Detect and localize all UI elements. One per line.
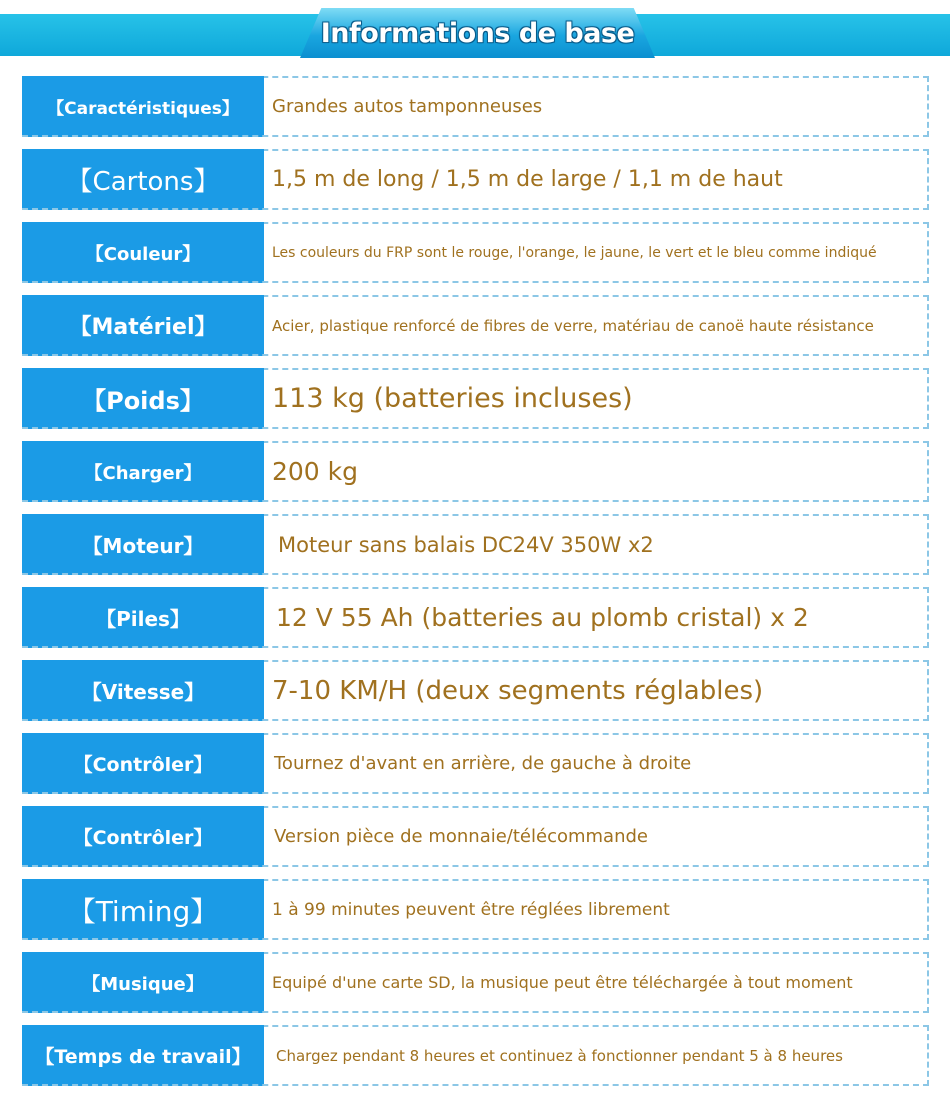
spec-row-music (22, 946, 929, 1019)
row-value: Version pièce de monnaie/télécommande (274, 826, 648, 847)
spec-row-motor (22, 508, 929, 581)
spec-row-color (22, 216, 929, 289)
row-value: 200 kg (272, 457, 359, 486)
row-value: Chargez pendant 8 heures et continuez à fonctionner pendant 5 à 8 heures (276, 1046, 843, 1065)
spec-row-speed (22, 654, 929, 727)
row-label: 【Poids】 (22, 368, 264, 429)
row-label: 【Timing】 (22, 879, 264, 940)
row-label: 【Contrôler】 (22, 806, 264, 867)
row-label: 【Temps de travail】 (22, 1025, 264, 1086)
spec-row-load (22, 435, 929, 508)
row-label: 【Contrôler】 (22, 733, 264, 794)
row-label: 【Couleur】 (22, 222, 264, 283)
row-label: 【Moteur】 (22, 514, 264, 575)
row-value: 1 à 99 minutes peuvent être réglées librement (272, 899, 670, 920)
spec-row-cartons (22, 143, 929, 216)
spec-row-control-direction (22, 727, 929, 800)
spec-row-weight (22, 362, 929, 435)
spec-row-batteries (22, 581, 929, 654)
row-value: Equipé d'une carte SD, la musique peut être téléchargée à tout moment (272, 973, 853, 992)
row-value: Moteur sans balais DC24V 350W x2 (278, 532, 654, 557)
spec-row-control-mode (22, 800, 929, 873)
row-value: 12 V 55 Ah (batteries au plomb cristal) x 2 (276, 603, 809, 632)
row-label: 【Piles】 (22, 587, 264, 648)
row-value: 7-10 KM/H (deux segments réglables) (272, 675, 764, 706)
row-value: Tournez d'avant en arrière, de gauche à droite (274, 753, 692, 774)
row-label: 【Matériel】 (22, 295, 264, 356)
page-title: Informations de base (320, 18, 635, 49)
row-value: Les couleurs du FRP sont le rouge, l'orange, le jaune, le vert et le bleu comme indiqué (272, 244, 877, 261)
spec-row-working-time (22, 1019, 929, 1092)
row-value: Grandes autos tamponneuses (272, 96, 543, 117)
row-value: Acier, plastique renforcé de fibres de verre, matériau de canoë haute résistance (272, 316, 874, 335)
spec-row-material (22, 289, 929, 362)
spec-row-timing (22, 873, 929, 946)
row-value: 1,5 m de long / 1,5 m de large / 1,1 m de haut (272, 167, 783, 192)
spec-row-characteristics (22, 70, 929, 143)
row-label: 【Cartons】 (22, 149, 264, 210)
row-value: 113 kg (batteries incluses) (272, 383, 633, 414)
spec-table (22, 70, 929, 1092)
row-label: 【Caractéristiques】 (22, 76, 264, 137)
row-label: 【Musique】 (22, 952, 264, 1013)
row-label: 【Charger】 (22, 441, 264, 502)
row-label: 【Vitesse】 (22, 660, 264, 721)
